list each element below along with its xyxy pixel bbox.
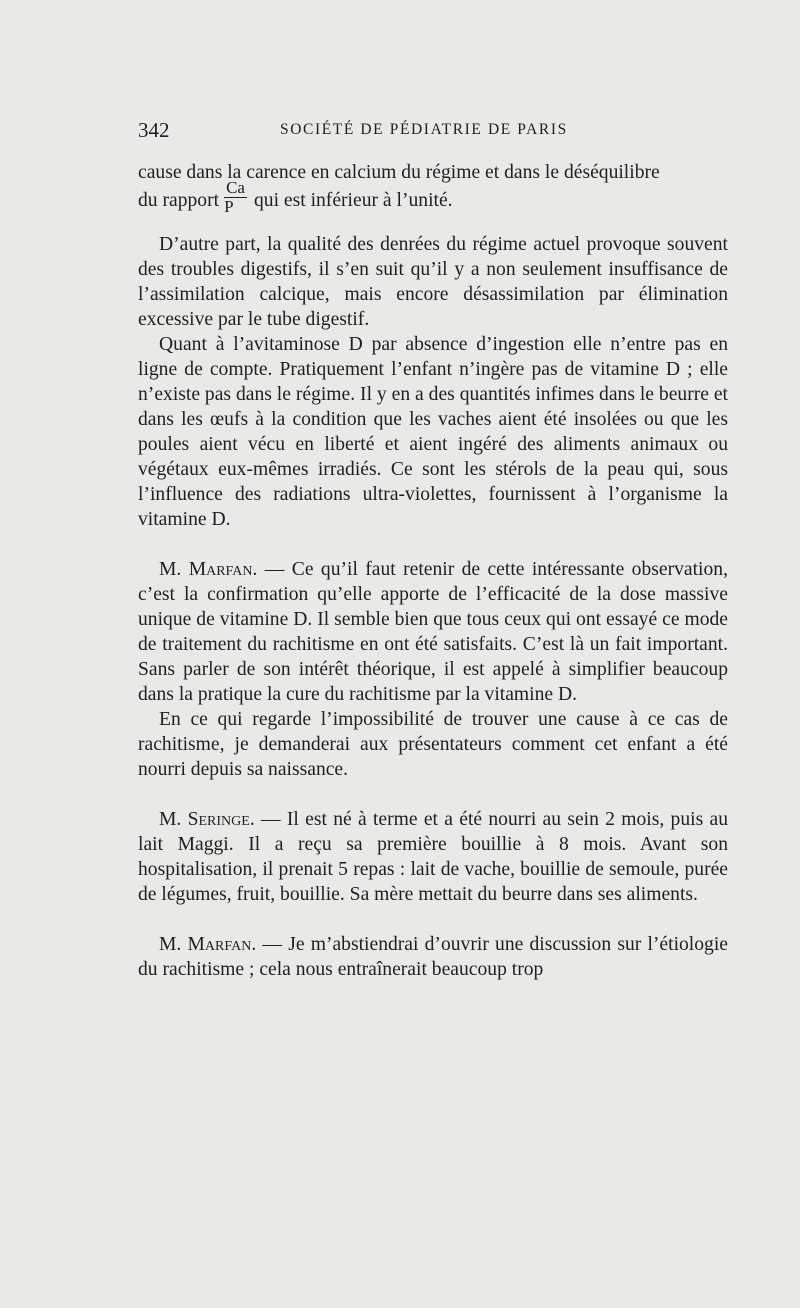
paragraph-7 xyxy=(138,932,728,982)
speaker-text: — Je m’abstiendrai d’ouvrir une discussion sur l’étiologie du rachitisme ; cela nous entraînerait beaucoup trop xyxy=(138,934,728,980)
line2-after: qui est inférieur à l’unité. xyxy=(253,190,453,211)
ca-p-fraction xyxy=(224,179,247,216)
paragraph-3: Quant à l’avitaminose D par absence d’ingestion elle n’entre pas en ligne de compte. Pratiquement l’enfant n’ingère pas de vitamine D ; elle n’existe pas dans le régime. Il y en a des quantités infimes dans le beurre et dans les œufs à la condition que les vaches aient été insolées ou que les poules aient vécu en liberté et aient ingéré des aliments animaux ou végétaux eux-mêmes irradiés. Ce sont les stérols de la peau qui, sous l’influence des radiations ultra-violettes, fournissent à l’organisme la vitamine D. xyxy=(138,334,728,530)
paragraph-5: En ce qui regarde l’impossibilité de trouver une cause à ce cas de rachitisme, je demanderai aux présentateurs comment cet enfant a été nourri depuis sa naissance. xyxy=(138,709,728,780)
speaker-name: M. Marfan. xyxy=(159,559,258,580)
fraction-numerator: Ca xyxy=(226,178,245,197)
running-title: SOCIÉTÉ DE PÉDIATRIE DE PARIS xyxy=(280,121,568,138)
fraction-denominator: P xyxy=(224,197,234,216)
speaker-text: — Ce qu’il faut retenir de cette intéressante observation, c’est la confirmation qu’elle apporte de l’efficacité de la dose massive unique de vitamine D. Il semble bien que tous ceux qui ont essayé ce mode de traitement du rachitisme en ont été satisfaits. C’est là un fait important. Sans parler de son intérêt théorique, il est appelé à simplifier beaucoup dans la pratique la cure du rachitisme par la vitamine D. xyxy=(138,559,728,705)
paragraph-6 xyxy=(138,807,728,907)
line2-before: du rapport xyxy=(138,190,220,211)
body-text xyxy=(138,160,728,982)
page-number: 342 xyxy=(138,118,170,142)
paragraph-1-line-1: cause dans la carence en calcium du régime et dans le déséquilibre xyxy=(138,162,660,183)
page-header xyxy=(138,118,728,146)
paragraph-2: D’autre part, la qualité des denrées du régime actuel provoque souvent des troubles digestifs, il s’en suit qu’il y a non seulement insuffisance de l’assimilation calcique, mais encore désassimilation par élimination excessive par le tube digestif. xyxy=(138,234,728,330)
paragraph-4 xyxy=(138,557,728,707)
paragraph-1-line-2 xyxy=(138,178,728,220)
speaker-name: M. Seringe. xyxy=(159,809,255,830)
speaker-name: M. Marfan. xyxy=(159,934,257,955)
speaker-text: — Il est né à terme et a été nourri au sein 2 mois, puis au lait Maggi. Il a reçu sa première bouillie à 8 mois. Avant son hospitalisation, il prenait 5 repas : lait de vache, bouillie de semoule, purée de légumes, fruit, bouillie. Sa mère mettait du beurre dans ses aliments. xyxy=(138,809,728,905)
